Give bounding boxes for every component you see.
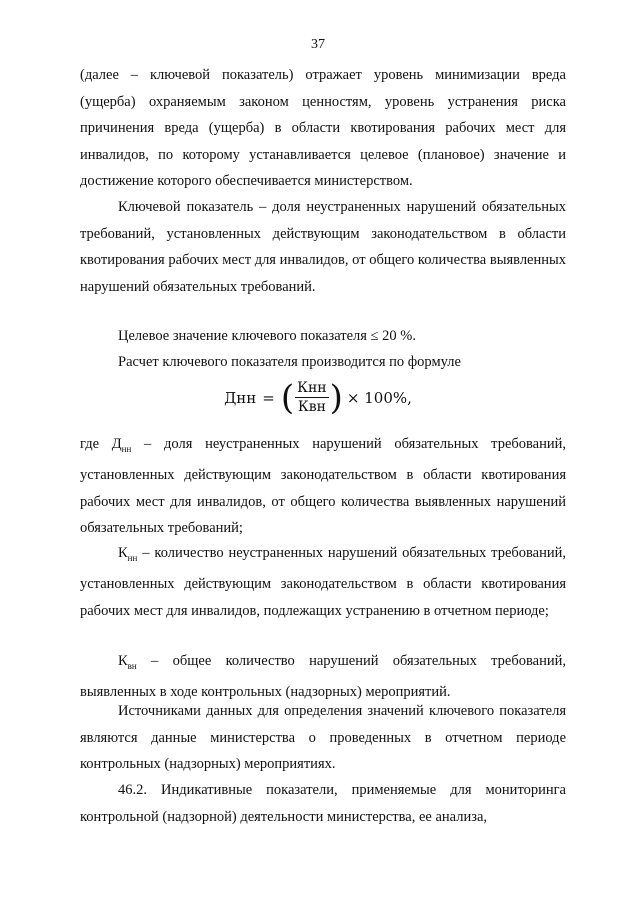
knn-subscript: нн xyxy=(127,552,138,563)
page-number: 37 xyxy=(311,37,325,52)
knn-definition: – количество неустраненных нарушений обязательных требований, установленных действующим законодательством в области квотирования рабочих мест для инвалидов, подлежащих устранению в отчетном периоде; xyxy=(80,545,566,619)
formula-close-paren: ) xyxy=(329,377,343,418)
kvn-symbol: К xyxy=(118,653,128,669)
dnn-definition: – доля неустраненных нарушений обязательных требований, установленных действующим законодательством в области квотирования рабочих мест для инвалидов, от общего количества выявленных нарушений обязательных требований; xyxy=(80,436,567,537)
paragraph-definition: (далее – ключевой показатель) отражает уровень минимизации вреда (ущерба) охраняемым законом ценностям, уровень устранения риска причинения вреда (ущерба) в области квотирования рабочих мест для инвалидов, по которому устанавливается целевое (плановое) значение и достижение которого обеспечивается министерством. xyxy=(80,67,566,189)
formula-open-paren: ( xyxy=(280,377,295,418)
dnn-subscript: нн xyxy=(121,443,132,454)
formula-equals: = xyxy=(262,388,275,407)
paragraph-knn xyxy=(80,540,566,624)
paragraph-key-indicator: Ключевой показатель – доля неустраненных нарушений обязательных требований, установленных действующим законодательством в области квотирования рабочих мест для инвалидов, от общего количества выявленных нарушений обязательных требований. xyxy=(80,199,566,295)
paragraph-data-sources: Источниками данных для определения значений ключевого показателя являются данные министерства о проведенных в отчетном периоде контрольных (надзорных) мероприятиях. xyxy=(80,703,566,772)
dnn-symbol: где Д xyxy=(80,436,122,452)
formula-denominator: Квн xyxy=(297,399,326,415)
kvn-subscript: вн xyxy=(127,660,137,671)
paragraph-indicative-indicators: 46.2. Индикативные показатели, применяемые для мониторинга контрольной (надзорной) деятельности министерства, ее анализа, xyxy=(80,782,566,825)
formula-numerator: Кнн xyxy=(297,380,327,396)
knn-symbol: К xyxy=(118,545,128,561)
paragraph-target-value: Целевое значение ключевого показателя ≤ 20 %. xyxy=(118,328,416,344)
formula-rhs: × 100%, xyxy=(346,388,412,407)
formula-lhs: Днн xyxy=(224,388,257,407)
kvn-definition: – общее количество нарушений обязательных требований, выявленных в ходе контрольных (надзорных) мероприятий. xyxy=(80,653,566,701)
formula-fraction xyxy=(295,380,329,415)
paragraph-formula-intro: Расчет ключевого показателя производится по формуле xyxy=(118,354,461,370)
paragraph-where-dnn xyxy=(80,431,566,542)
formula xyxy=(0,377,636,418)
